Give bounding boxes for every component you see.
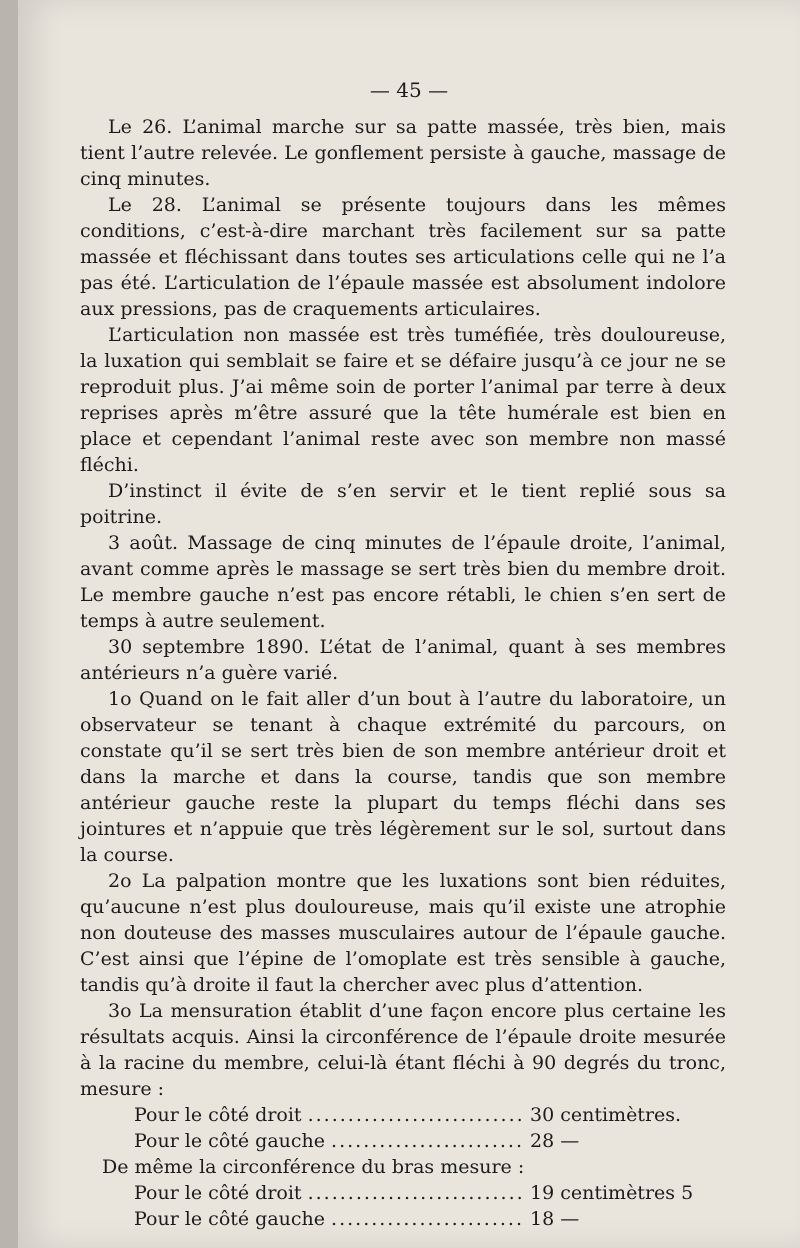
paragraph: 2o La palpation montre que les luxations sont bien réduites, qu’aucune n’est plus douloureuse, mais qu’il existe une atrophie non douteuse des masses musculaires autour de l’épaule gauche. C’est ainsi que l’épine de l’omoplate est très sensible à gauche, tandis qu’à droite il faut la chercher avec plus d’attention. (80, 870, 726, 996)
paragraph: Le 28. L’animal se présente toujours dans les mêmes conditions, c’est-à-dire marchant très facilement sur sa patte massée et fléchissant dans toutes ses articulations celle qui ne l’a pas été. L’articulation de l’épaule massée est absolument indolore aux pressions, pas de craquements articulaires. (80, 194, 726, 320)
measure-label: Pour le côté gauche (134, 1208, 326, 1230)
body-text (80, 114, 726, 1232)
measure-label: Pour le côté droit (134, 1182, 302, 1204)
leader-dots (331, 1206, 524, 1232)
leader-dots (308, 1102, 524, 1128)
paragraph: Le 26. L’animal marche sur sa patte massée, très bien, mais tient l’autre relevée. Le gonflement persiste à gauche, massage de cinq minutes. (80, 116, 726, 190)
measure-value: 19 centimètres 5 (530, 1182, 694, 1204)
measure-row (80, 1128, 726, 1154)
measure-value: 30 centimètres. (530, 1104, 682, 1126)
book-page (18, 0, 800, 1248)
measure-row (80, 1180, 726, 1206)
leader-dots (331, 1128, 524, 1154)
arm-intro: De même la circonférence du bras mesure : (102, 1156, 525, 1178)
page-number: — 45 — (369, 78, 449, 102)
leader-dots (308, 1180, 524, 1206)
measure-row (80, 1206, 726, 1232)
measure-row (80, 1102, 726, 1128)
measure-value: 18 — (530, 1208, 580, 1230)
paragraph: 1o Quand on le fait aller d’un bout à l’autre du laboratoire, un observateur se tenant à chaque extrémité du parcours, on constate qu’il se sert très bien de son membre antérieur droit et dans la marche et dans la course, tandis que son membre antérieur gauche reste la plupart du temps fléchi dans ses jointures et n’appuie que très légèrement sur le sol, surtout dans la course. (80, 688, 726, 866)
measure-value: 28 — (530, 1130, 580, 1152)
paragraph: 3 août. Massage de cinq minutes de l’épaule droite, l’animal, avant comme après le massage se sert très bien du membre droit. Le membre gauche n’est pas encore rétabli, le chien s’en sert de temps à autre seulement. (80, 532, 726, 632)
measure-label: Pour le côté gauche (134, 1130, 326, 1152)
paragraph: 30 septembre 1890. L’état de l’animal, quant à ses membres antérieurs n’a guère varié. (80, 636, 726, 684)
paragraph: L’articulation non massée est très tuméfiée, très douloureuse, la luxation qui semblait se faire et se défaire jusqu’à ce jour ne se reproduit plus. J’ai même soin de porter l’animal par terre à deux reprises après m’être assuré que la tête humérale est bien en place et cependant l’animal reste avec son membre non massé fléchi. (80, 324, 726, 476)
measure-label: Pour le côté droit (134, 1104, 302, 1126)
paragraph: D’instinct il évite de s’en servir et le tient replié sous sa poitrine. (80, 480, 726, 528)
paragraph: 3o La mensuration établit d’une façon encore plus certaine les résultats acquis. Ainsi la circonférence de l’épaule droite mesurée à la racine du membre, celui-là étant fléchi à 90 degrés du tronc, mesure : (80, 1000, 726, 1100)
